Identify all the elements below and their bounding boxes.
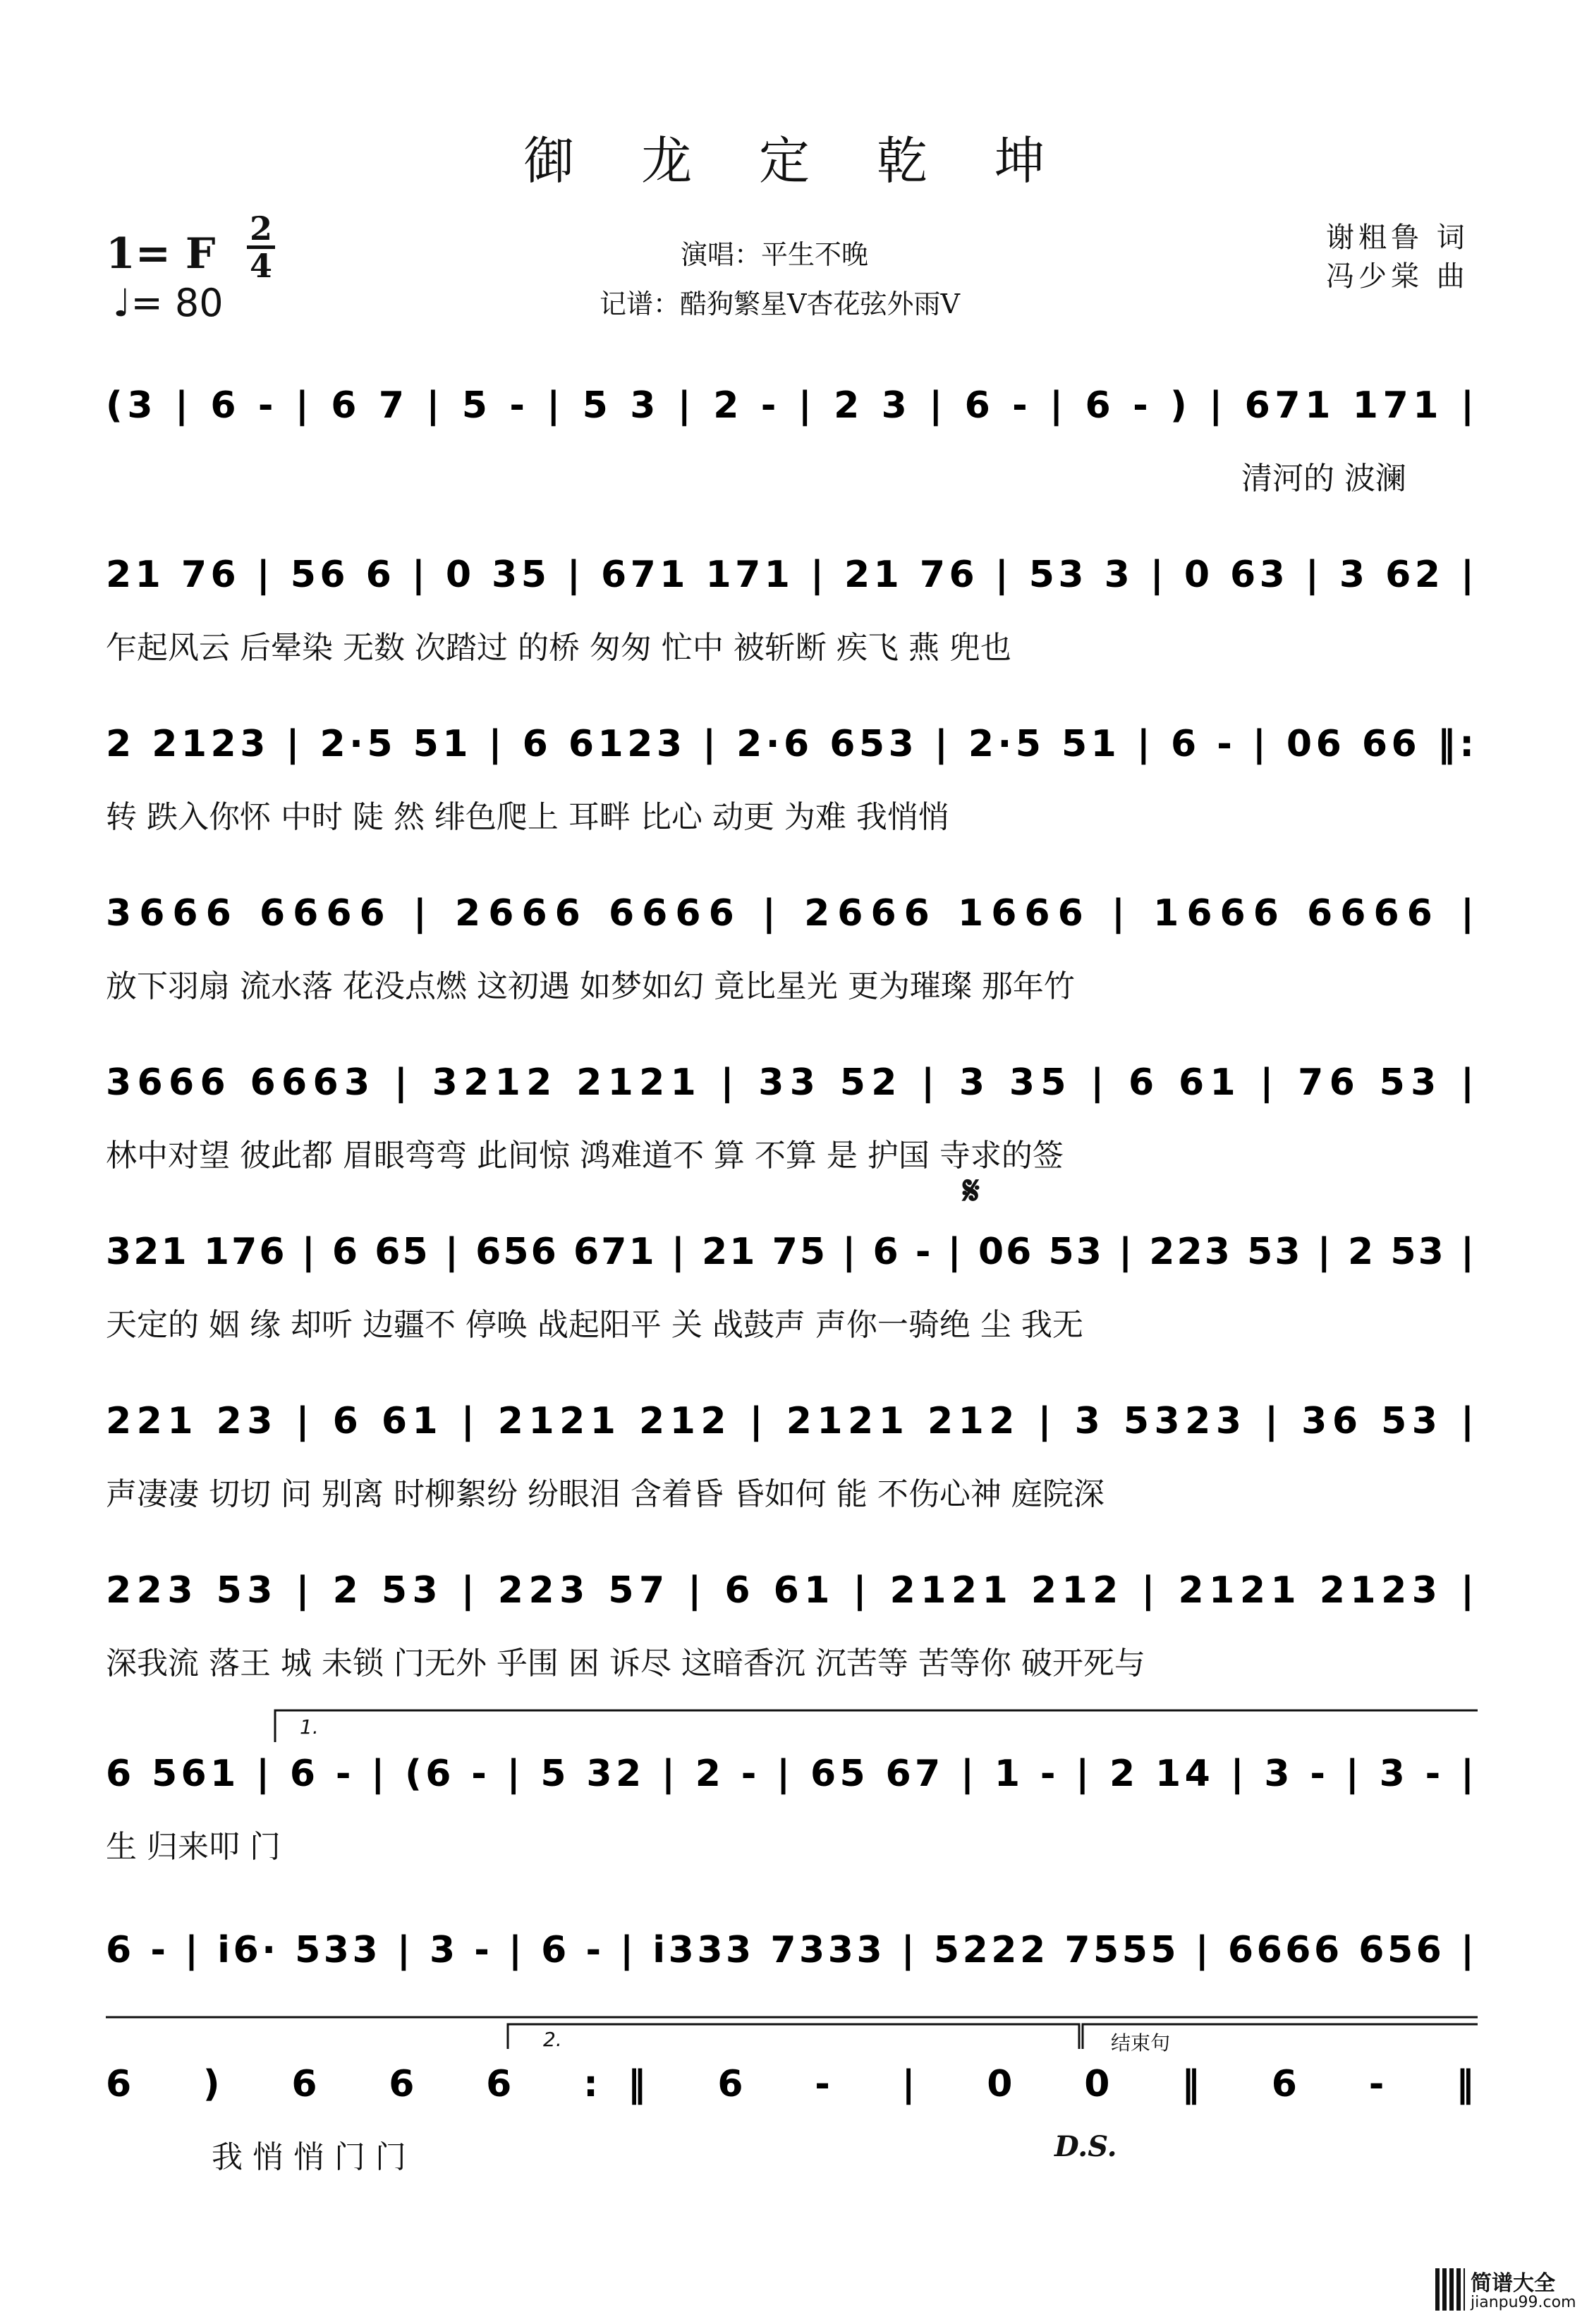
composer-credit: 冯少棠 曲 (1326, 260, 1469, 293)
key-signature: 1= F (106, 229, 216, 279)
lyrics-line: 我 悄 悄 门 门 (212, 2139, 406, 2175)
notation-text: 223 53 | 2 53 | 223 57 | 6 61 | 2121 212 | 2121 2123 | (106, 1569, 1474, 1612)
lyrics-line: 转 跌入你怀 中时 陡 然 绯色爬上 耳畔 比心 动更 为难 我悄悄 (106, 799, 949, 835)
lyricist-credit: 谢粗鲁 词 (1326, 221, 1469, 254)
watermark-logo (1435, 2264, 1576, 2320)
lyrics-line: 林中对望 彼此都 眉眼弯弯 此间惊 鸿难道不 算 不算 是 护国 寺求的签 (106, 1138, 1064, 1174)
lyrics-line: 声凄凄 切切 问 别离 时柳絮纷 纷眼泪 含着昏 昏如何 能 不伤心神 庭院深 (106, 1476, 1105, 1512)
watermark-brand: 简谱大全 (1471, 2271, 1555, 2296)
transcriber-credit: 记谱：酷狗繁星V杏花弦外雨V (600, 288, 960, 320)
watermark-url: jianpu99.com (1471, 2294, 1576, 2311)
segno-mark: 𝄋 (963, 1167, 980, 1214)
logo-bars-icon (1435, 2268, 1465, 2311)
notation-text: 321 176 | 6 65 | 656 671 | 21 75 | 6 - | 06 53 | 223 53 | 2 53 | (106, 1231, 1474, 1273)
notation-text: 6 561 | 6 - | (6 - | 5 32 | 2 - | 65 67 | 1 - | 2 14 | 3 - | 3 - | (106, 1753, 1475, 1795)
notation-text: 3666 6663 | 3212 2121 | 33 52 | 3 35 | 6 61 | 76 53 | (106, 1061, 1474, 1104)
time-signature-bottom: 4 (249, 247, 272, 285)
notation-text: 2 2123 | 2·5 51 | 6 6123 | 2·6 653 | 2·5 51 | 6 - | 06 66 ‖: (106, 723, 1474, 765)
notation-text: (3 | 6 - | 6 7 | 5 - | 5 3 | 2 - | 2 3 | 6 - | 6 - ) | 671 171 | (106, 384, 1474, 427)
lyrics-line: 放下羽扇 流水落 花没点燃 这初遇 如梦如幻 竟比星光 更为璀璨 那年竹 (106, 968, 1075, 1004)
ending-label: 结束句 (1111, 2031, 1171, 2055)
lyrics-line: 深我流 落王 城 未锁 门无外 乎围 困 诉尽 这暗香沉 沉苦等 苦等你 破开死与 (106, 1645, 1145, 1681)
lyrics-line: 天定的 姻 缘 却听 边疆不 停唤 战起阳平 关 战鼓声 声你一骑绝 尘 我无 (106, 1307, 1083, 1343)
lyrics-line: 清河的 波澜 (1241, 461, 1406, 497)
lyrics-line: 生 归来叩 门 (106, 1829, 281, 1865)
volta-1-label: 1. (300, 1715, 319, 1739)
notation-text: 3666 6666 | 2666 6666 | 2666 1666 | 1666 6666 | (106, 892, 1475, 935)
volta-2-label: 2. (543, 2028, 562, 2051)
notation-text: 6 ) 6 6 6 :‖ 6 - | 0 0 ‖ 6 - ‖ (106, 2063, 1475, 2105)
performer-credit: 演唱：平生不晚 (681, 239, 869, 270)
notation-text: 6 - | i6· 533 | 3 - | 6 - | i333 7333 | 5222 7555 | 6666 656 | (106, 1929, 1474, 1971)
ds-mark: D.S. (1054, 2130, 1117, 2163)
tempo-mark: ♩= 80 (113, 281, 224, 325)
score-title: 御 龙 定 乾 坤 (523, 131, 1071, 190)
notation-text: 21 76 | 56 6 | 0 35 | 671 171 | 21 76 | 53 3 | 0 63 | 3 62 | (106, 554, 1474, 596)
lyrics-line: 乍起风云 后晕染 无数 次踏过 的桥 匆匆 忙中 被斩断 疾飞 燕 兜也 (106, 630, 1011, 666)
notation-text: 221 23 | 6 61 | 2121 212 | 2121 212 | 3 5323 | 36 53 | (106, 1400, 1474, 1442)
time-signature-top: 2 (249, 209, 272, 248)
